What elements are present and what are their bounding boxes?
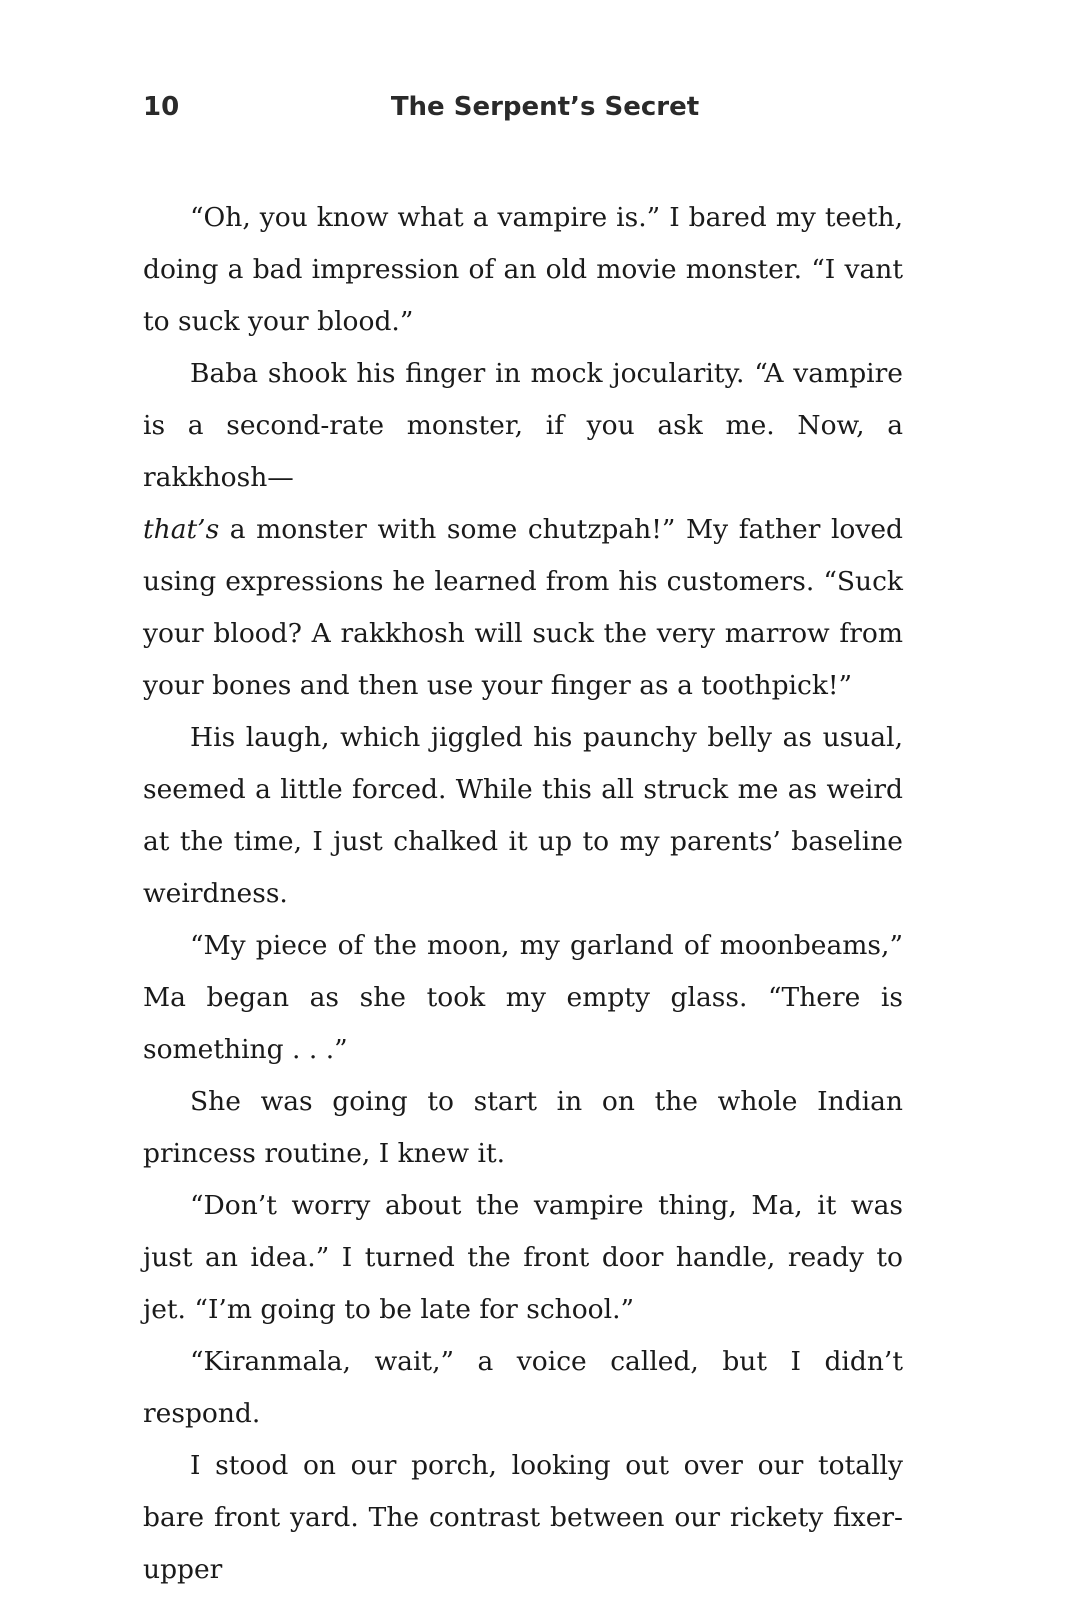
page-number: 10: [143, 92, 180, 122]
paragraph-baba: [143, 348, 903, 504]
paragraph-text: His laugh, which jiggled his paunchy belly as usual, seemed a little forced. While this all struck me as weird at the time, I just chalked it up to my parents’ baseline weirdness.: [143, 722, 903, 909]
paragraph-vampire: [143, 192, 903, 348]
paragraph-text: “My piece of the moon, my garland of moonbeams,” Ma began as she took my empty glass. “There is something . . .”: [143, 930, 903, 1065]
paragraph-text: She was going to start in on the whole Indian princess routine, I knew it.: [143, 1086, 903, 1169]
paragraph-school: [143, 1180, 903, 1336]
paragraph-text: Baba shook his finger in mock jocularity. “A vampire is a second-rate monster, if you ask me. Now, a rakkhosh—: [143, 358, 903, 493]
paragraph-text: I stood on our porch, looking out over our totally bare front yard. The contrast between our rickety fixer-upper: [143, 1450, 903, 1585]
book-title: The Serpent’s Secret: [390, 92, 700, 122]
body-text: [143, 192, 903, 1596]
paragraph-kiranmala: [143, 1336, 903, 1440]
paragraph-text: “Oh, you know what a vampire is.” I bared my teeth, doing a bad impression of an old movie monster. “I vant to suck your blood.”: [143, 202, 903, 337]
paragraph-princess: [143, 1076, 903, 1180]
paragraph-chutzpah: [143, 504, 903, 712]
paragraph-moon: [143, 920, 903, 1076]
paragraph-text: “Kiranmala, wait,” a voice called, but I didn’t respond.: [143, 1346, 903, 1429]
running-head: [143, 92, 903, 132]
emphasis-word: that’s: [143, 514, 220, 545]
paragraph-text: a monster with some chutzpah!” My father loved using expressions he learned from his customers. “Suck your blood? A rakkhosh will suck the very marrow from your bones and then use your finger as a toothpick!”: [143, 514, 903, 701]
paragraph-text: “Don’t worry about the vampire thing, Ma, it was just an idea.” I turned the front door handle, ready to jet. “I’m going to be late for school.”: [143, 1190, 903, 1325]
paragraph-laugh: [143, 712, 903, 920]
paragraph-porch: [143, 1440, 903, 1596]
